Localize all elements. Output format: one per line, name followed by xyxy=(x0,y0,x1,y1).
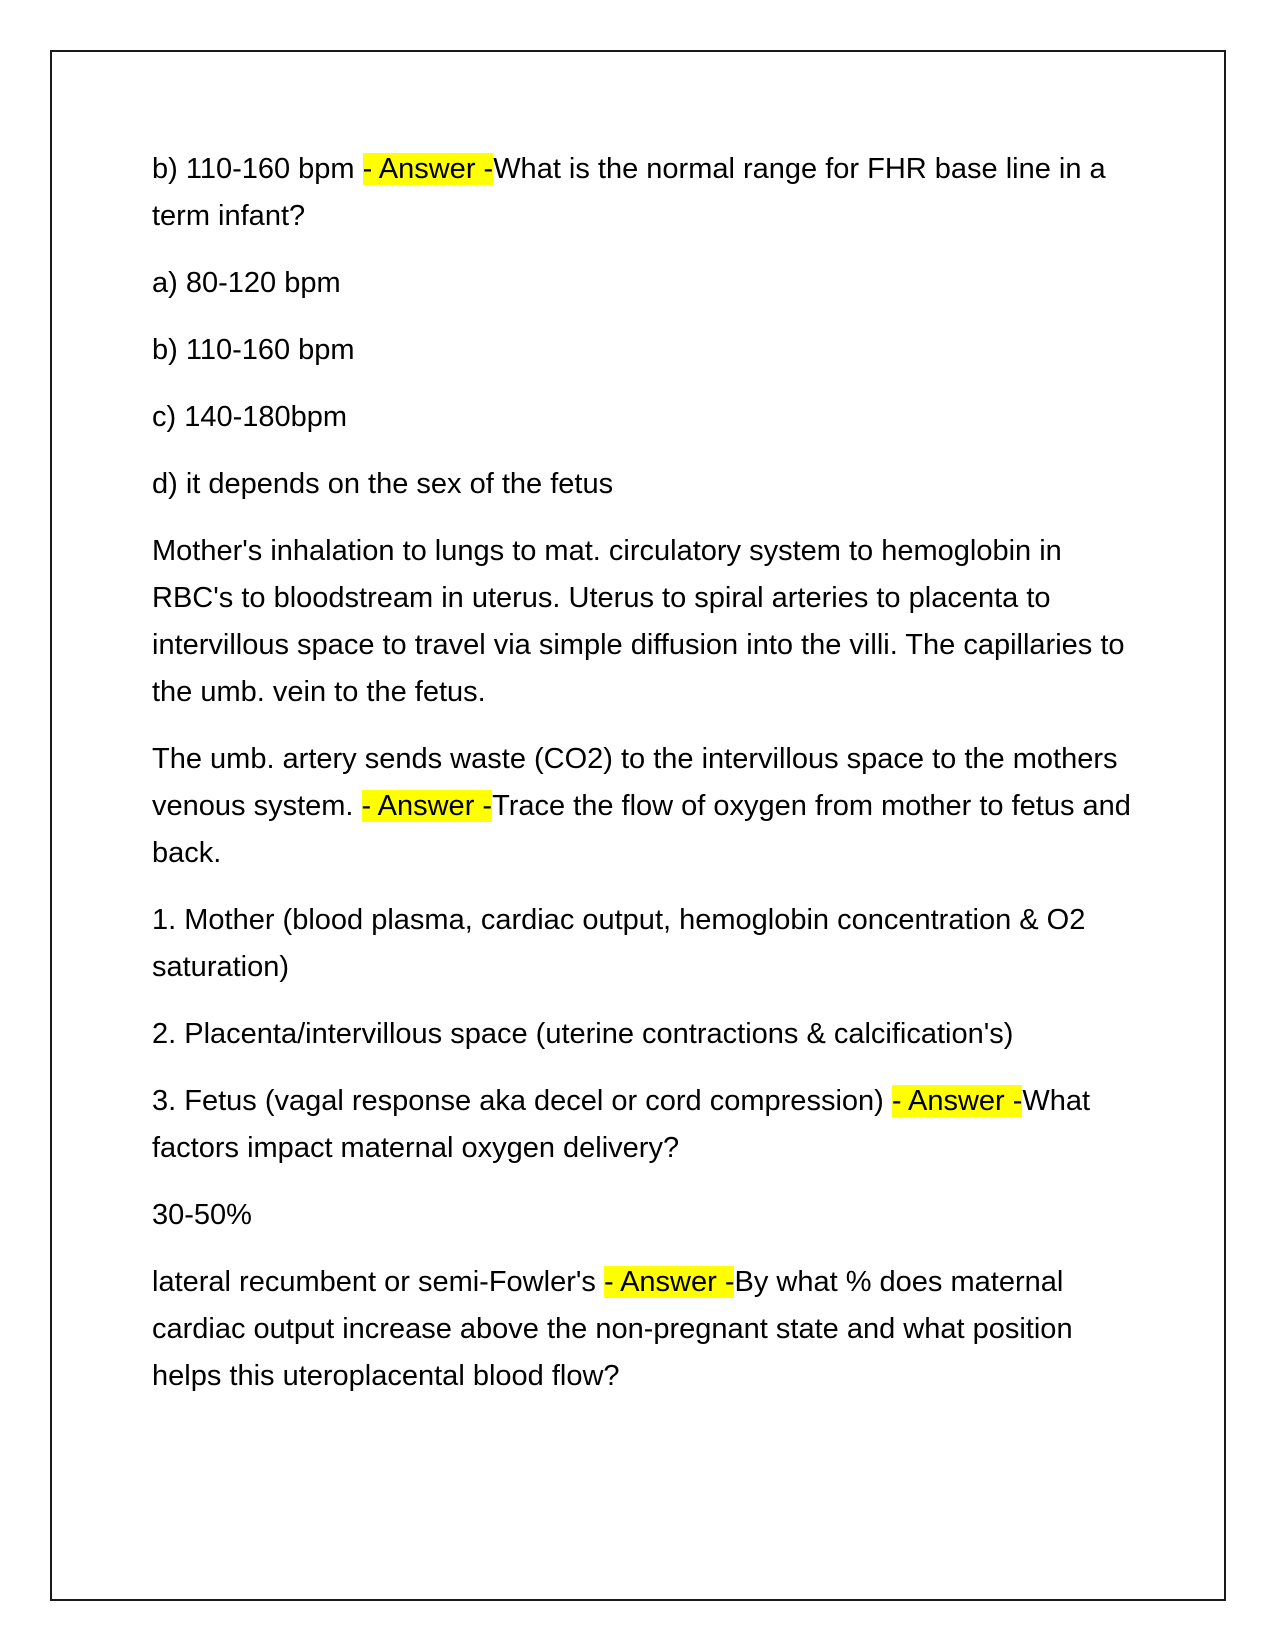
option-b: b) 110-160 bpm xyxy=(152,334,355,366)
document-body xyxy=(152,146,1137,1420)
qa-oxygen-flow xyxy=(152,736,1137,877)
qa-cardiac-output-position xyxy=(152,1259,1137,1400)
answer-text: lateral recumbent or semi-Fowler's xyxy=(152,1266,604,1298)
option-d: d) it depends on the sex of the fetus xyxy=(152,468,614,500)
question-text: Trace the flow of oxygen from mother to fetus and back. xyxy=(152,790,1131,869)
question-text: By what % does maternal cardiac output increase above the non-pregnant state and what position helps this uteroplacental blood flow? xyxy=(152,1266,1073,1392)
answer-text: b) 110-160 bpm xyxy=(152,153,363,185)
qa-fhr-baseline xyxy=(152,146,1137,240)
qa-maternal-oxygen-factors xyxy=(152,1078,1137,1172)
oxygen-flow-description: Mother's inhalation to lungs to mat. circulatory system to hemoglobin in RBC's to bloodstream in uterus. Uterus to spiral arteries to placenta to intervillous space to travel via simple diffusion into the villi. The capillaries to the umb. vein to the fetus. xyxy=(152,535,1125,708)
option-c: c) 140-180bpm xyxy=(152,401,348,433)
question-text: What factors impact maternal oxygen delivery? xyxy=(152,1085,1091,1164)
option-a: a) 80-120 bpm xyxy=(152,267,341,299)
answer-marker-highlight: - Answer - xyxy=(361,790,493,822)
factor-mother: 1. Mother (blood plasma, cardiac output, hemoglobin concentration & O2 saturation) xyxy=(152,904,1086,983)
answer-marker-highlight: - Answer - xyxy=(603,1266,735,1298)
cardiac-output-percent: 30-50% xyxy=(152,1199,252,1231)
answer-marker-highlight: - Answer - xyxy=(891,1085,1023,1117)
question-text: What is the normal range for FHR base line in a term infant? xyxy=(152,153,1106,232)
factor-placenta: 2. Placenta/intervillous space (uterine contractions & calcification's) xyxy=(152,1018,1014,1050)
answer-text: The umb. artery sends waste (CO2) to the intervillous space to the mothers venous system. xyxy=(152,743,1118,822)
answer-text: 3. Fetus (vagal response aka decel or cord compression) xyxy=(152,1085,892,1117)
answer-marker-highlight: - Answer - xyxy=(362,153,494,185)
